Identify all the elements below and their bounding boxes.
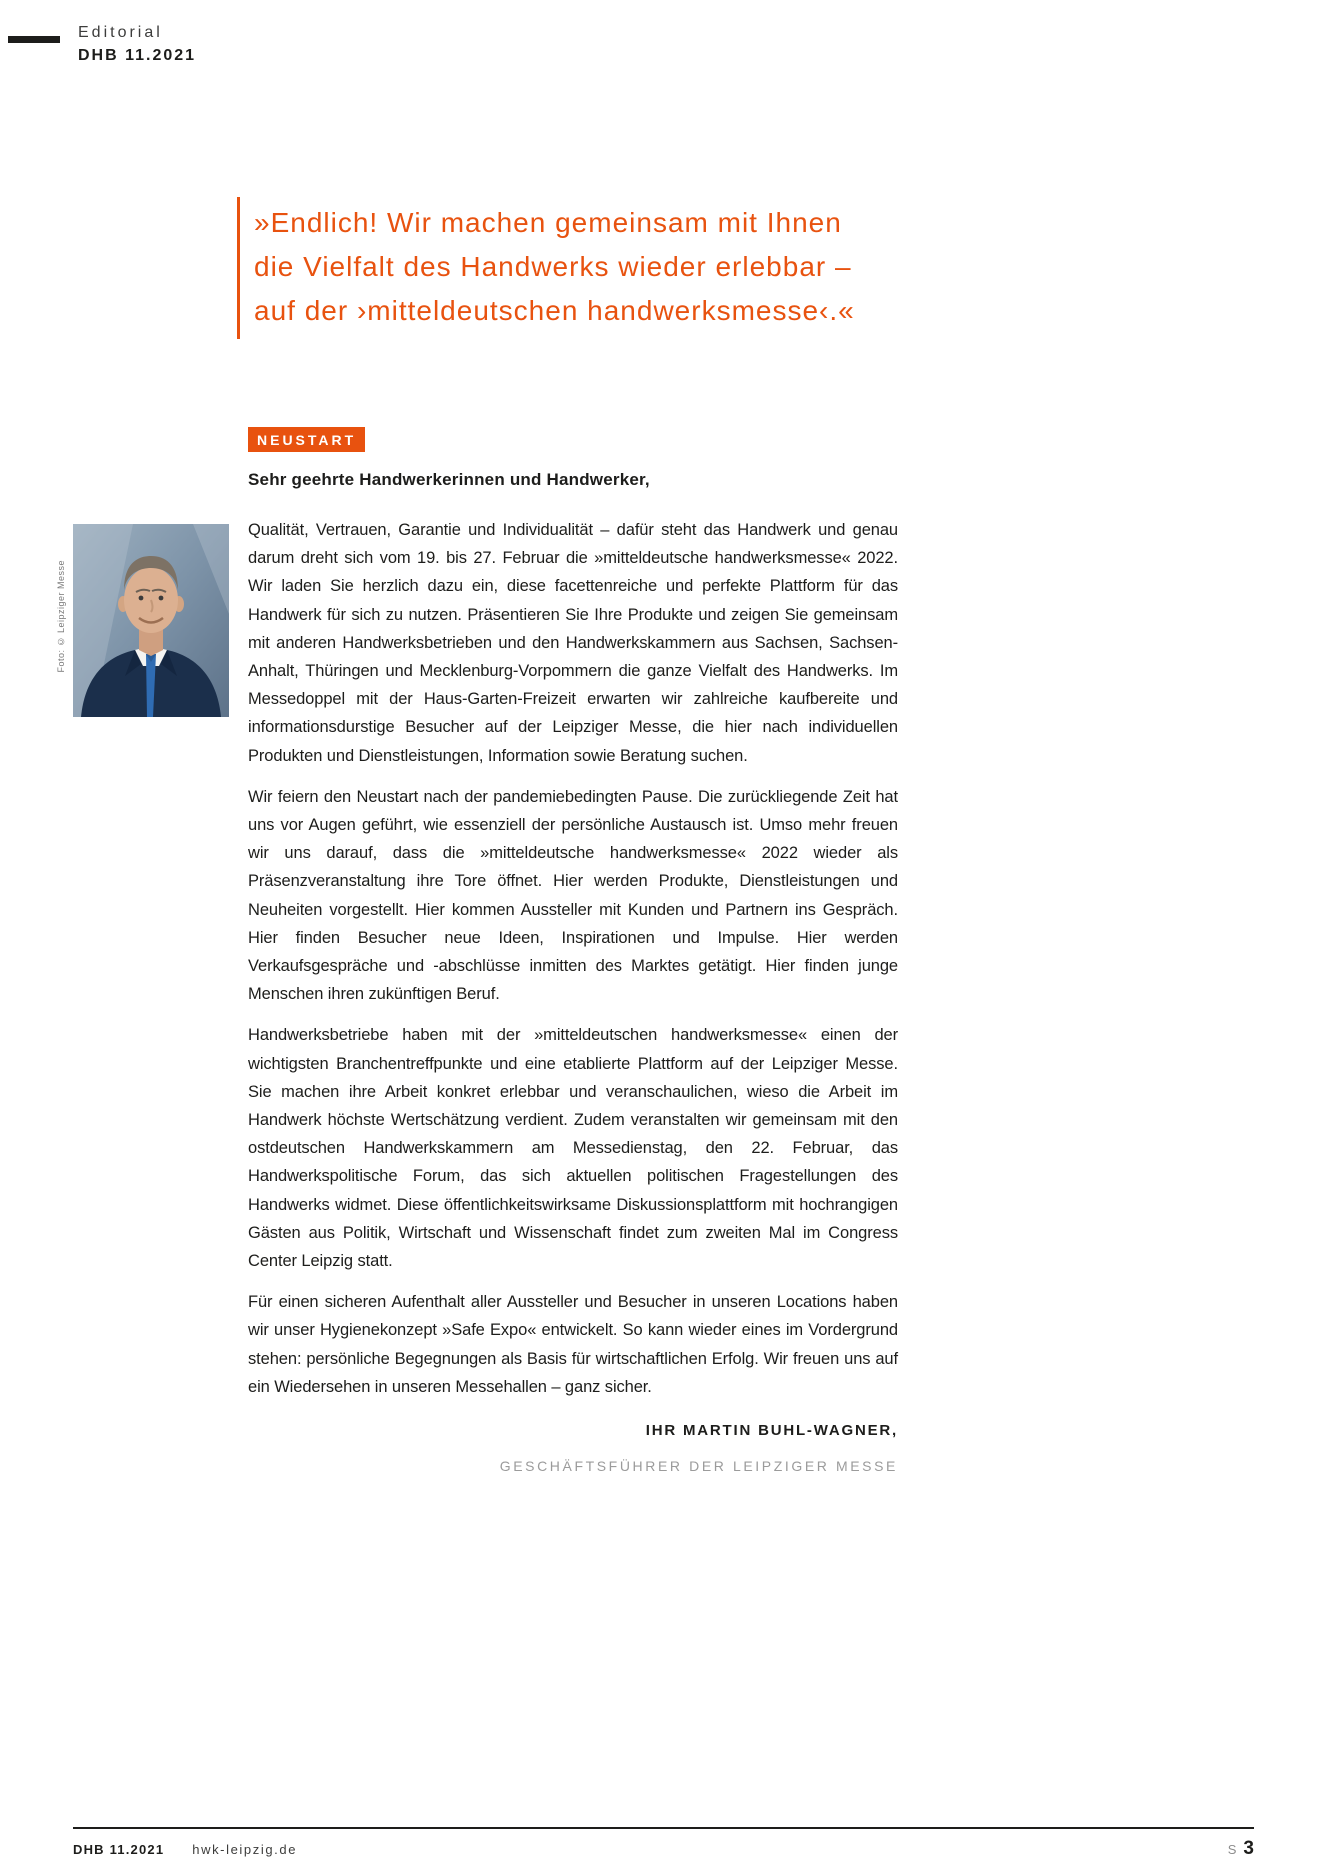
paragraph: Wir feiern den Neustart nach der pandemiebedingten Pause. Die zurückliegende Zeit hat uns vor Augen geführt, wie essenziell der persönliche Austausch ist. Umso mehr freuen wir uns darauf, dass die »mitteldeutsche handwerksmesse« 2022 wieder als Präsenzveranstaltung ihre Tore öffnet. Hier werden Produkte, Dienstleistungen und Neuheiten vorgestellt. Hier kommen Aussteller mit Kunden und Partnern ins Gespräch. Hier finden Besucher neue Ideen, Inspirationen und Impulse. Hier werden Verkaufsgespräche und -abschlüsse inmitten des Marktes getätigt. Hier finden junge Menschen ihren zukünftigen Beruf. <box>248 787 898 1004</box>
portrait-photo <box>73 524 229 717</box>
section-label: Editorial <box>78 24 163 41</box>
pull-quote-line: auf der ›mitteldeutschen handwerksmesse‹.« <box>254 295 855 326</box>
paragraph: Qualität, Vertrauen, Garantie und Individualität – dafür steht das Handwerk und genau darum dreht sich vom 19. bis 27. Februar die »mitteldeutsche handwerksmesse« 2022. Wir laden Sie herzlich dazu ein, diese facettenreiche und perfekte Plattform für das Handwerk für sich zu nutzen. Präsentieren Sie Ihre Produkte und zeigen Sie gemeinsam mit anderen Handwerksbetrieben und den Handwerkskammern aus Sachsen, Sachsen-Anhalt, Thüringen und Mecklenburg-Vorpommern die ganze Vielfalt des Handwerks. Im Messedoppel mit der Haus-Garten-Freizeit erwarten wir zahlreiche kaufbereite und informationsdurstige Besucher auf der Leipziger Messe, die hier nach individuellen Produkten und Dienstleistungen, Information sowie Beratung suchen. <box>248 521 898 765</box>
pull-quote-line: »Endlich! Wir machen gemeinsam mit Ihnen <box>254 207 842 238</box>
signature-name: IHR MARTIN BUHL-WAGNER, <box>645 1422 898 1440</box>
footer-site-url: hwk-leipzig.de <box>192 1842 298 1857</box>
page-number-value: 3 <box>1243 1838 1254 1859</box>
masthead-rule <box>8 36 60 43</box>
photo-credit: Foto: © Leipziger Messe <box>56 560 66 673</box>
salutation: Sehr geehrte Handwerkerinnen und Handwerker, <box>248 470 650 489</box>
signature-block <box>248 1417 898 1480</box>
issue-label: DHB 11.2021 <box>78 47 197 64</box>
portrait-illustration <box>73 524 229 717</box>
article-body <box>248 516 898 1481</box>
pull-quote <box>237 197 855 339</box>
page-number <box>1228 1838 1254 1860</box>
page-footer <box>73 1827 1254 1860</box>
paragraph: Für einen sicheren Aufenthalt aller Aussteller und Besucher in unseren Locations haben wir unser Hygienekonzept »Safe Expo« entwickelt. So kann wieder eines im Vordergrund stehen: persönliche Begegnungen als Basis für wirtschaftlichen Erfolg. Wir freuen uns auf ein Wiedersehen in unseren Messehallen – ganz sicher. <box>248 1293 898 1396</box>
signature-role: GESCHÄFTSFÜHRER DER LEIPZIGER MESSE <box>499 1458 898 1475</box>
paragraph: Handwerksbetriebe haben mit der »mitteldeutschen handwerksmesse« einen der wichtigsten Branchentreffpunkte und eine etablierte Plattform auf der Leipziger Messe. Sie machen ihre Arbeit konkret erlebbar und veranschaulichen, wieso die Arbeit im Handwerk höchste Wertschätzung verdient. Zudem veranstalten wir gemeinsam mit den ostdeutschen Handwerkskammern am Messedienstag, den 22. Februar, das Handwerkspolitische Forum, das sich aktuellen politischen Fragestellungen des Handwerks widmet. Diese öffentlichkeitswirksame Diskussionsplattform mit hochrangigen Gästen aus Politik, Wirtschaft und Wissenschaft findet zum zweiten Mal im Congress Center Leipzig statt. <box>248 1026 898 1271</box>
footer-issue: DHB 11.2021 <box>73 1842 165 1857</box>
page-number-prefix: S <box>1227 1842 1238 1857</box>
pull-quote-line: die Vielfalt des Handwerks wieder erlebbar – <box>254 251 852 282</box>
kicker-badge: NEUSTART <box>248 427 365 452</box>
